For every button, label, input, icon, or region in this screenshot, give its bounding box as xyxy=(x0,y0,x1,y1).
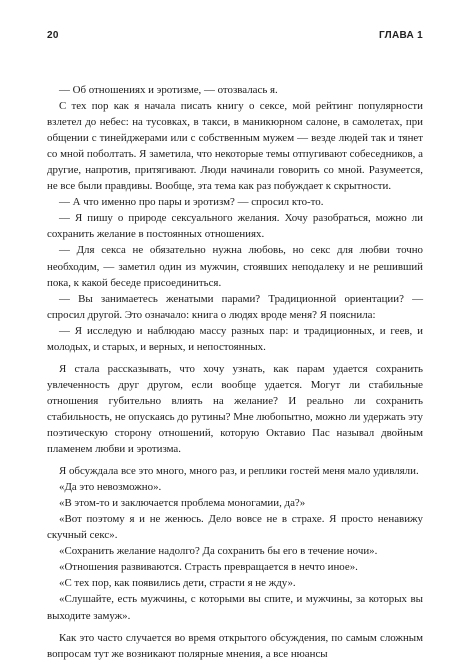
paragraph: — Об отношениях и эротизме, — отозвалась я. xyxy=(59,84,278,96)
running-head xyxy=(47,30,423,44)
paragraph: Я стала рассказывать, что хочу узнать, как парам удается сохранить увлеченность друг другом, если вообще удается. Могут ли стабильные отношения губительно влиять на желание? И реально ли сохранить стабильность, не опускаясь до рутины? Мне любопытно, можно ли удержать эту поэтическую сторону отношений, которую Октавио Пас называл двойным пламенем любви и эротизма. xyxy=(47,362,423,456)
paragraph: — Я исследую и наблюдаю массу разных пар: и традиционных, и геев, и молодых, и старых, и верных, и непостоянных. xyxy=(47,324,423,353)
quote-line: «Сохранить желание надолго? Да сохранить бы его в течение ночи». xyxy=(59,545,378,558)
quote-line: «С тех пор, как появились дети, страсти я не жду». xyxy=(59,577,296,590)
quote-line: «Отношения развиваются. Страсть превращается в нечто иное». xyxy=(59,561,358,574)
paragraph: — Для секса не обязательно нужна любовь, но секс для любви точно необходим, — заметил один из мужчин, стоявших неподалеку и не решивший пока, к какой беседе присоединиться. xyxy=(47,244,423,289)
body-text xyxy=(47,82,423,662)
paragraph: Я обсуждала все это много, много раз, и реплики гостей меня мало удивляли. xyxy=(59,465,419,478)
quote-line: «Вот поэтому я и не женюсь. Дело вовсе не в страхе. Я просто ненавижу скучный секс». xyxy=(47,513,423,542)
page-number: 20 xyxy=(47,30,59,41)
quote-line: «В этом-то и заключается проблема моногамии, да?» xyxy=(59,497,306,510)
paragraph: — Вы занимаетесь женатыми парами? Традиционной ориентации? — спросил другой. Это означало: книга о людях вроде меня? Я пояснила: xyxy=(47,292,423,321)
chapter-title: ГЛАВА 1 xyxy=(378,30,423,41)
paragraph: Как это часто случается во время открытого обсуждения, по самым сложным вопросам тут же возникают полярные мнения, а все нюансы xyxy=(47,631,423,660)
paragraph: — А что именно про пары и эротизм? — спросил кто-то. xyxy=(59,196,324,209)
paragraph: С тех пор как я начала писать книгу о сексе, мой рейтинг популярности взлетел до небес: на тусовках, в такси, в маникюрном салоне, в самолетах, при общении с тинейджерами или с собственным мужем — везде людей так и тянет со мной поболтать. Я заметила, что некоторые темы отпугивают собеседников, а другие, напротив, притягивают. Люди начинали говорить со мной. Разумеется, не все были правдивы. Вообще, эта тема как раз побуждает к скрытности. xyxy=(47,100,423,193)
paragraph: — Я пишу о природе сексуального желания. Хочу разобраться, можно ли сохранить желание в постоянных отношениях. xyxy=(47,212,423,241)
quote-line: «Слушайте, есть мужчины, с которыми вы спите, и мужчины, за которых вы выходите замуж». xyxy=(47,593,423,622)
quote-line: «Да это невозможно». xyxy=(59,481,162,494)
